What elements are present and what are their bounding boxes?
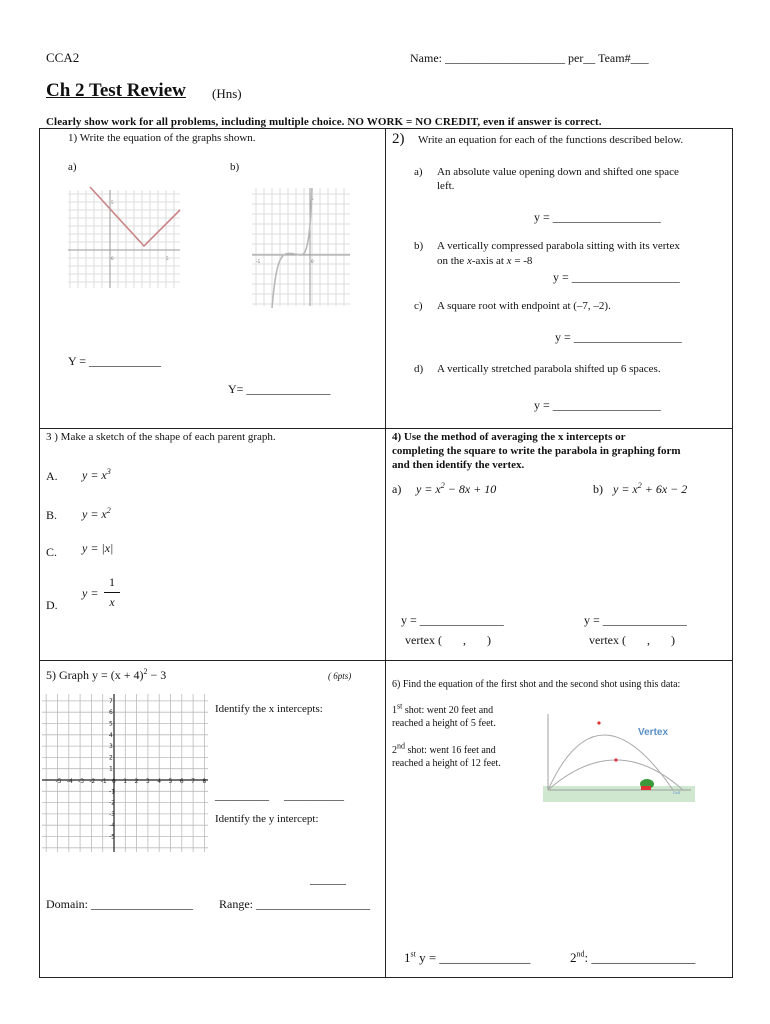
q5-range: Range: ___________________ [219,897,370,911]
q4-b-label: b) [593,482,603,496]
q3-c-label: C. [46,545,58,559]
y-tick-label: -2 [109,799,115,807]
q5-graph-grid [42,694,208,852]
q2-prompt: Write an equation for each of the functions described below. [418,134,684,146]
y-tick-label: 3 [109,743,113,751]
q2-c-text1: A square root with endpoint at (–7, –2). [437,300,611,312]
q6-answer-1: 1st y = ______________ [404,949,531,965]
q2-b-label: b) [414,240,424,252]
q1-a-label: a) [68,161,77,173]
x-tick-label: 5 [168,778,173,785]
x-tick-label: -5 [55,778,62,785]
q5-x-intercepts-blanks: _________ __________ [215,788,344,802]
q2-a-text2: left. [437,180,455,192]
q4-b-vertex: vertex ( , ) [589,633,675,647]
svg-text:0: 0 [311,260,314,265]
x-tick-label: 2 [134,778,139,785]
q2-b-text1: A vertically compressed parabola sitting with its vertex [437,240,680,252]
q6-shot2-line2: reached a height of 12 feet. [392,758,501,769]
q2-c-answer: y = __________________ [555,330,682,344]
svg-text:-5: -5 [256,260,261,265]
q2-d-text1: A vertically stretched parabola shifted up 6 spaces. [437,363,661,375]
x-tick-label: 7 [191,778,195,785]
q4-a-eq: $y = x^2 - 8x + 10$ [416,481,497,496]
q2-a-answer: y = __________________ [534,210,661,224]
q2-a-label: a) [414,166,423,178]
y-tick-label: -4 [109,822,115,830]
q3-d-denominator: x [109,595,115,609]
q1-b-label: b) [230,161,240,173]
q1-prompt: 1) Write the equation of the graphs shown. [68,132,256,144]
q4-b-eq: $y = x^2 + 6x - 2$ [613,481,688,496]
q5-x-intercepts-label: Identify the x intercepts: [215,703,323,715]
q6-shot2-line1: 2nd shot: went 16 feet and [392,741,496,756]
q6-prompt: 6) Find the equation of the first shot and the second shot using this data: [392,679,681,690]
q5-points: ( 6pts) [328,671,352,681]
q5-prompt: 5) Graph $y = (x + 4)^2 - 3$ [46,667,167,682]
y-tick-label: 6 [109,709,113,717]
y-tick-label: -1 [109,788,115,796]
q2-b-text2: on the x-axis at x = -8 [437,255,533,267]
x-tick-label: 0 [112,778,116,785]
q6-shot1-line1: 1st shot: went 20 feet and [392,701,494,716]
svg-text:5: 5 [311,197,314,202]
y-tick-label: 7 [109,697,113,705]
x-tick-label: 3 [145,778,150,785]
q4-a-vertex: vertex ( , ) [405,633,491,647]
q4-a-label: a) [392,482,402,496]
page-title: Ch 2 Test Review [46,80,186,101]
q6-vertex-label: Vertex [638,727,669,738]
q4-prompt-2: completing the square to write the parabola in graphing form [392,445,681,457]
q3-d-label: D. [46,598,58,612]
q3-b-eq: $y = x^2$ [82,506,111,521]
q3-c-eq: y = |x| [82,541,114,555]
x-tick-label: 8 [202,778,207,785]
q2-d-answer: y = __________________ [534,398,661,412]
y-tick-label: -5 [109,833,115,841]
x-tick-label: -4 [66,778,73,785]
svg-text:5: 5 [111,201,114,206]
q5-y-intercept-label: Identify the y intercept: [215,813,319,825]
x-tick-label: 1 [123,778,128,785]
q6-trajectory-image [543,710,695,802]
q1-graph-a [64,184,184,294]
q4-b-answer: y = ______________ [584,613,687,627]
y-tick-label: 4 [109,731,113,739]
q2-d-label: d) [414,363,424,375]
q5-domain: Domain: _________________ [46,897,193,911]
q3-b-label: B. [46,508,58,522]
x-tick-label: 4 [157,778,162,785]
q4-a-answer: y = ______________ [401,613,504,627]
q6-shot1-line2: reached a height of 5 feet. [392,718,496,729]
q1-answer-a: Y = ____________ [68,354,161,368]
name-line: Name: ____________________ per__ Team#___ [410,51,649,65]
y-tick-label: 5 [109,720,113,728]
y-tick-label: -3 [109,810,115,818]
svg-text:0: 0 [111,257,114,262]
q1-graph-b [248,184,354,308]
q2-a-text1: An absolute value opening down and shifted one space [437,166,679,178]
q2-number: 2) [392,131,405,147]
q3-d-numerator: 1 [109,575,115,589]
q3-d-eq: y = [82,586,99,600]
q3-a-eq: $y = x^3$ [82,467,111,482]
y-tick-label: 1 [109,765,113,773]
y-tick-label: 2 [109,754,113,762]
course-code: CCA2 [46,50,80,65]
x-tick-label: 6 [179,778,184,785]
q4-prompt-3: and then identify the vertex. [392,459,525,471]
q2-b-answer: y = __________________ [553,270,680,284]
q6-answer-2: 2nd: ________________ [570,949,696,965]
instructions: Clearly show work for all problems, including multiple choice. NO WORK = NO CREDIT, even if answer is correct. [46,116,602,128]
svg-text:Golf: Golf [673,790,681,795]
page-subtitle: (Hns) [212,86,242,101]
q1-answer-b: Y= ______________ [228,382,331,396]
x-tick-label: -2 [89,778,96,785]
x-tick-label: -1 [100,778,107,785]
q3-a-label: A. [46,469,58,483]
q3-d-fraction-bar [104,592,120,593]
q2-c-label: c) [414,300,423,312]
q4-prompt-1: 4) Use the method of averaging the x intercepts or [392,431,626,443]
q3-prompt: 3 ) Make a sketch of the shape of each parent graph. [46,431,276,443]
svg-text:5: 5 [166,257,169,262]
q5-y-intercept-blank: ______ [310,872,346,886]
x-tick-label: -3 [78,778,85,785]
